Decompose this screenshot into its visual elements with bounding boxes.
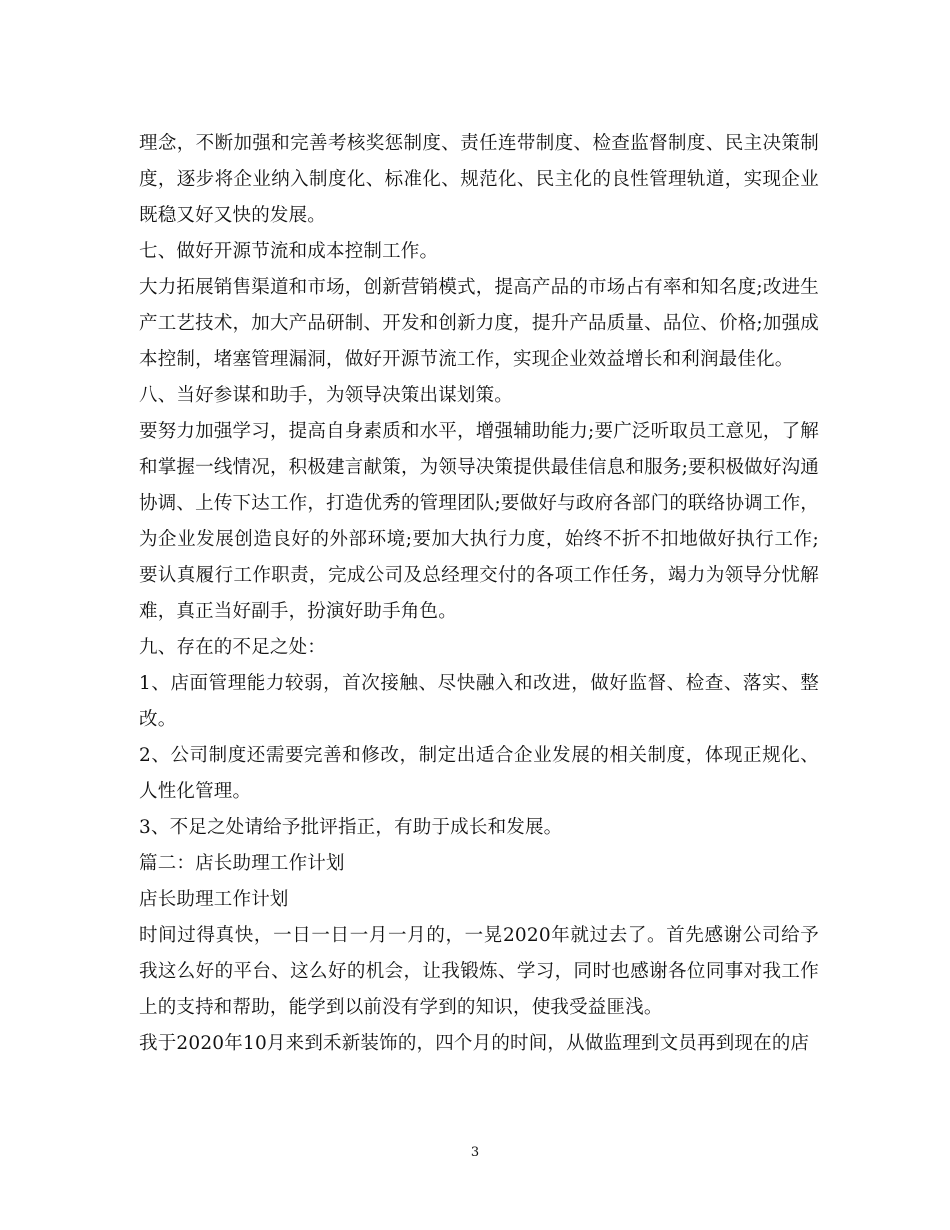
paragraph-advisor-role: 要努力加强学习，提高自身素质和水平，增强辅助能力;要广泛听取员工意见，了解和掌握一线情况，积极建言献策，为领导决策提供最佳信息和服务;要积极做好沟通协调、上传下达工作，打造优秀的管理团队;要做好与政府各部门的联络协调工作，为企业发展创造良好的外部环境;要加大执行力度，始终不折不扣地做好执行工作;要认真履行工作职责，完成公司及总经理交付的各项工作任务，竭力为领导分忧解难，真正当好副手，扮演好助手角色。 xyxy=(139,421,819,622)
paragraph-joining-company: 我于2020年10月来到禾新装饰的，四个月的时间，从做监理到文员再到现在的店 xyxy=(139,1033,810,1054)
list-item-shortcoming-2: 2、公司制度还需要完善和修改，制定出适合企业发展的相关制度，体现正规化、人性化管理。 xyxy=(139,745,819,802)
heading-section-seven: 七、做好开源节流和成本控制工作。 xyxy=(139,241,439,262)
heading-section-eight: 八、当好参谋和助手，为领导决策出谋划策。 xyxy=(139,385,514,406)
list-item-shortcoming-1: 1、店面管理能力较弱，首次接触、尽快融入和改进，做好监督、检查、落实、整改。 xyxy=(139,673,819,730)
paragraph-gratitude: 时间过得真快，一日一日一月一月的，一晃2020年就过去了。首先感谢公司给予我这么好的平台、这么好的机会，让我锻炼、学习，同时也感谢各位同事对我工作上的支持和帮助，能学到以前没有学到的知识，使我受益匪浅。 xyxy=(139,925,819,1018)
list-item-shortcoming-3: 3、不足之处请给予批评指正，有助于成长和发展。 xyxy=(139,817,563,838)
paragraph-cost-control: 大力拓展销售渠道和市场，创新营销模式，提高产品的市场占有率和知名度;改进生产工艺技术，加大产品研制、开发和创新力度，提升产品质量、品位、价格;加强成本控制，堵塞管理漏洞，做好开源节流工作，实现企业效益增长和利润最佳化。 xyxy=(139,277,819,370)
heading-part-two: 篇二：店长助理工作计划 xyxy=(139,853,345,874)
heading-section-nine: 九、存在的不足之处： xyxy=(139,637,327,658)
document-subtitle: 店长助理工作计划 xyxy=(139,889,289,910)
document-body xyxy=(139,126,819,1062)
paragraph-management-philosophy: 理念，不断加强和完善考核奖惩制度、责任连带制度、检查监督制度、民主决策制度，逐步将企业纳入制度化、标准化、规范化、民主化的良性管理轨道，实现企业既稳又好又快的发展。 xyxy=(139,133,819,226)
page-number: 3 xyxy=(470,1145,480,1160)
